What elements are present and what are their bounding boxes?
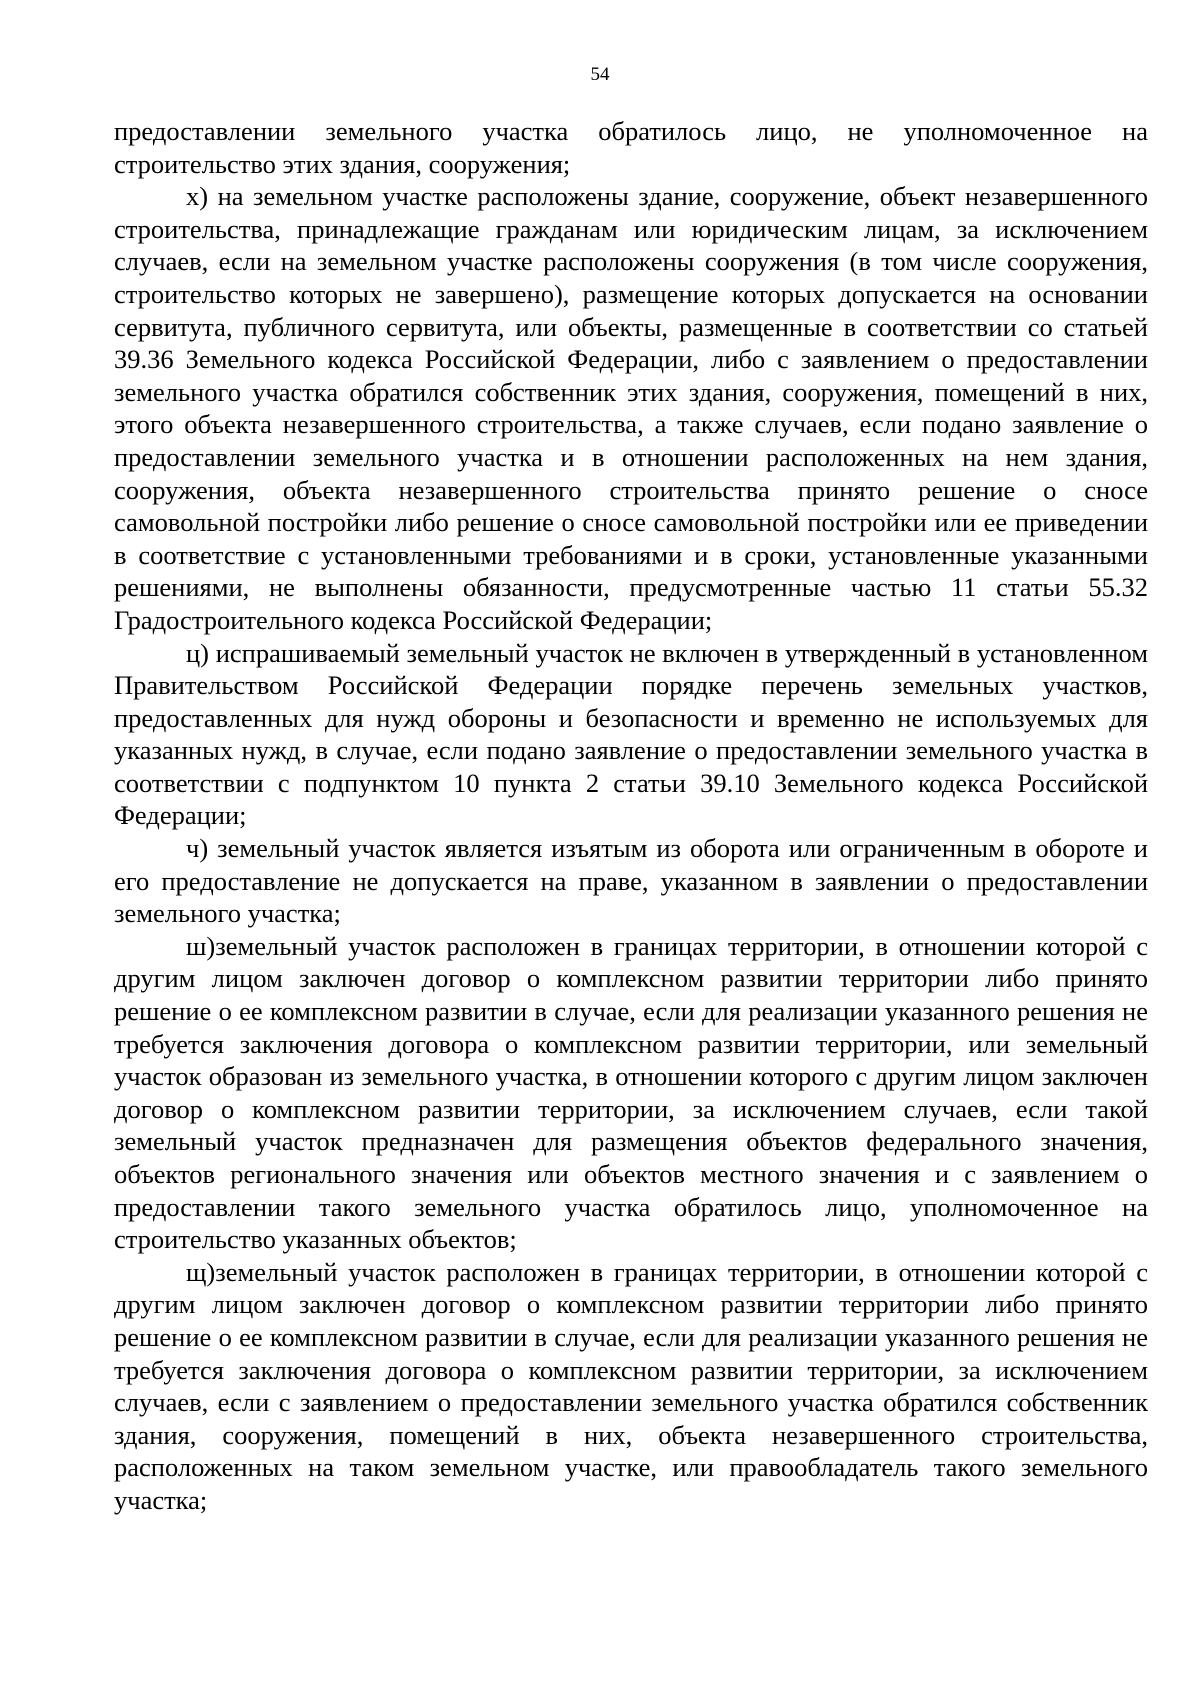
paragraph-item-sh: ш)земельный участок расположен в границах территории, в отношении которой с другим лицом заключен договор о комплексном развитии территории либо принято решение о ее комплексном развитии в случае, если для реализации указанного решения не требуется заключения договора о комплексном развитии территории, или земельный участок образован из земельного участка, в отношении которого с другим лицом заключен договор о комплексном развитии территории, за исключением случаев, если такой земельный участок предназначен для размещения объектов федерального значения, объектов регионального значения или объектов местного значения и с заявлением о предоставлении такого земельного участка обратилось лицо, уполномоченное на строительство указанных объектов; — [114, 930, 1148, 1255]
page-number: 54 — [590, 64, 610, 85]
paragraph-item-shch: щ)земельный участок расположен в границах территории, в отношении которой с другим лицом заключен договор о комплексном развитии территории либо принято решение о ее комплексном развитии в случае, если для реализации указанного решения не требуется заключения договора о комплексном развитии территории, за исключением случаев, если с заявлением о предоставлении земельного участка обратился собственник здания, сооружения, помещений в них, объекта незавершенного строительства, расположенных на таком земельном участке, или правообладатель такого земельного участка; — [114, 1256, 1148, 1515]
paragraph-continuation: предоставлении земельного участка обратилось лицо, не уполномоченное на строительство этих здания, сооружения; — [114, 116, 1148, 179]
paragraph-item-ch: ч) земельный участок является изъятым из оборота или ограниченным в обороте и его предоставление не допускается на праве, указанном в заявлении о предоставлении земельного участка; — [114, 833, 1148, 929]
paragraph-item-ts: ц) испрашиваемый земельный участок не включен в утвержденный в установленном Правительством Российской Федерации порядке перечень земельных участков, предоставленных для нужд обороны и безопасности и временно не используемых для указанных нужд, в случае, если подано заявление о предоставлении земельного участка в соответствии с подпунктом 10 пункта 2 статьи 39.10 Земельного кодекса Российской Федерации; — [114, 637, 1148, 831]
paragraph-item-kh: х) на земельном участке расположены здание, сооружение, объект незавершенного строительства, принадлежащие гражданам или юридическим лицам, за исключением случаев, если на земельном участке расположены сооружения (в том числе сооружения, строительство которых не завершено), размещение которых допускается на основании сервитута, публичного сервитута, или объекты, размещенные в соответствии со статьей 39.36 Земельного кодекса Российской Федерации, либо с заявлением о предоставлении земельного участка обратился собственник этих здания, сооружения, помещений в них, этого объекта незавершенного строительства, а также случаев, если подано заявление о предоставлении земельного участка и в отношении расположенных на нем здания, сооружения, объекта незавершенного строительства принято решение о сносе самовольной постройки либо решение о сносе самовольной постройки или ее приведении в соответствие с установленными требованиями и в сроки, установленные указанными решениями, не выполнены обязанности, предусмотренные частью 11 статьи 55.32 Градостроительного кодекса Российской Федерации; — [114, 181, 1148, 635]
document-body — [114, 115, 1148, 1517]
